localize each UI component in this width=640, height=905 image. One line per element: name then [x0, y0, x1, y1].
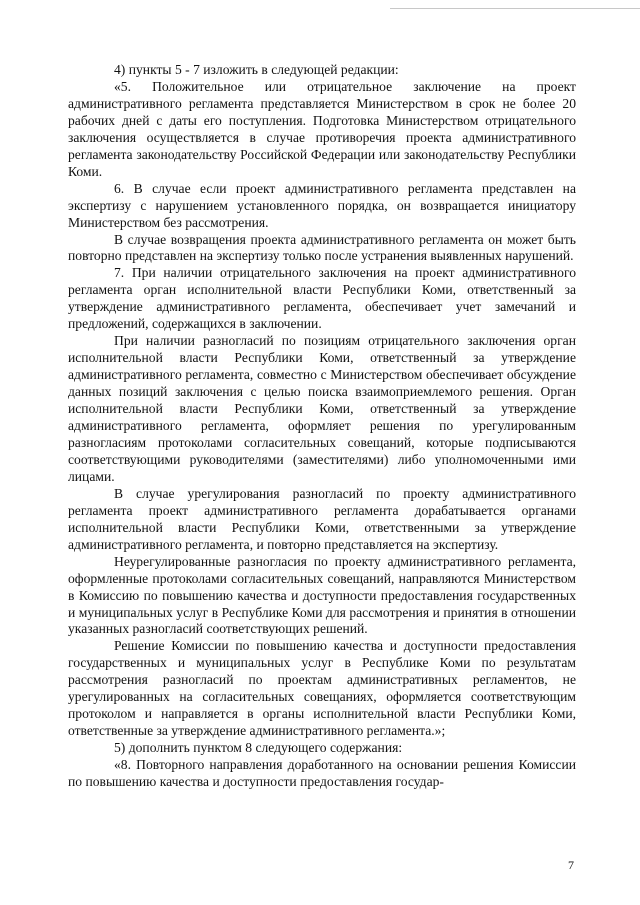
paragraph-point-8: «8. Повторного направления доработанного на основании решения Комиссии по повышению качества и доступности предоставления государ-: [68, 757, 576, 790]
document-body: [68, 62, 576, 791]
paragraph-point-7-unsettled: Неурегулированные разногласия по проекту административного регламента, оформленные протоколами согласительных совещаний, направляются Министерством в Комиссию по повышению качества и доступности предоставления государственных и муниципальных услуг в Республике Коми для рассмотрения и принятия в отношении указанных разногласий соответствующих решений.: [68, 553, 576, 637]
scan-edge-line: [390, 8, 640, 9]
paragraph-point-7-settlement: В случае урегулирования разногласий по проекту административного регламента проект административного регламента дорабатывается органами исполнительной власти Республики Коми, ответственными за утверждение административного регламента, и повторно представляется на экспертизу.: [68, 485, 576, 552]
paragraph-point-7: 7. При наличии отрицательного заключения на проект административного регламента орган исполнительной власти Республики Коми, ответственный за утверждение административного регламента, обеспечивает учет замечаний и предложений, содержащихся в заключении.: [68, 265, 576, 332]
paragraph-point-7-commission-decision: Решение Комиссии по повышению качества и доступности предоставления государственных и муниципальных услуг в Республике Коми по результатам рассмотрения разногласий по проектам административных регламентов, не урегулированных на согласительных совещаниях, оформляется соответствующим протоколом и направляется в органы исполнительной власти Республики Коми, ответственные за утверждение административного регламента.»;: [68, 638, 576, 739]
paragraph-point-5: «5. Положительное или отрицательное заключение на проект административного регламента представляется Министерством в срок не более 20 рабочих дней с даты его поступления. Подготовка Министерством отрицательного заключения осуществляется в случае противоречия проекта административного регламента законодательству Российской Федерации или законодательству Республики Коми.: [68, 78, 576, 179]
page-number: 7: [568, 858, 574, 872]
paragraph-item-5-heading: 5) дополнить пунктом 8 следующего содержания:: [114, 740, 403, 756]
paragraph-item-4-heading: 4) пункты 5 - 7 изложить в следующей редакции:: [114, 62, 399, 77]
paragraph-point-6-return: В случае возвращения проекта административного регламента он может быть повторно представлен на экспертизу только после устранения выявленных нарушений.: [68, 231, 576, 264]
paragraph-point-7-disagreements: При наличии разногласий по позициям отрицательного заключения орган исполнительной власти Республики Коми, ответственный за утверждение административного регламента, совместно с Министерством обеспечивает обсуждение данных позиций заключения с целью поиска взаимоприемлемого решения. Орган исполнительной власти Республики Коми, ответственный за утверждение административного регламента, оформляет решения по урегулированным разногласиям протоколами согласительных совещаний, которые подписываются соответствующими руководителями (заместителями) либо уполномоченными ими лицами.: [68, 333, 576, 484]
paragraph-point-6: 6. В случае если проект административного регламента представлен на экспертизу с нарушением установленного порядка, он возвращается инициатору Министерством без рассмотрения.: [68, 180, 576, 230]
